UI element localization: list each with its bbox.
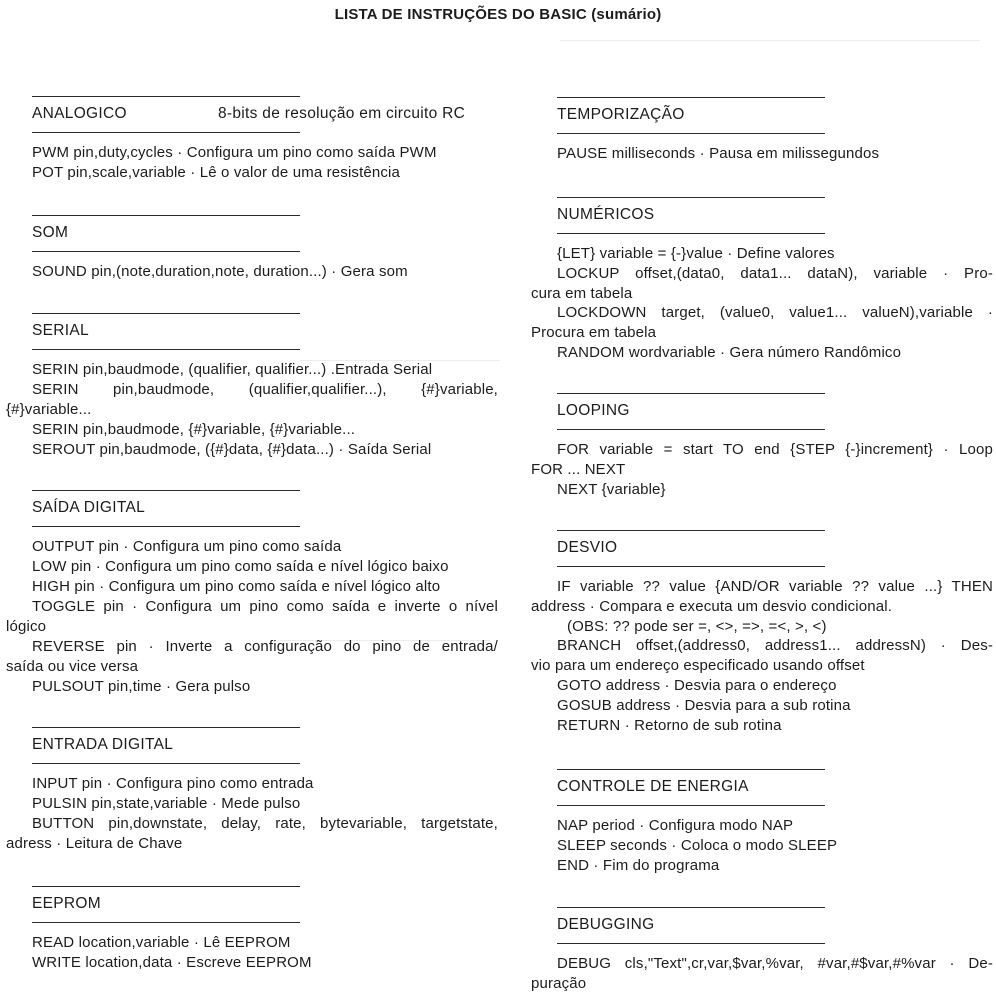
instruction-line: RANDOM wordvariable · Gera número Randômico [557,344,902,361]
section-rule-bottom [32,763,300,764]
instruction-line: WRITE location,data · Escreve EEPROM [32,954,312,971]
instruction-line: POT pin,scale,variable · Lê o valor de uma resistência [32,164,400,181]
instruction-line: NEXT {variable} [557,481,666,498]
section-rule-bottom [32,526,300,527]
section-rule-top [557,907,825,908]
instruction-line: Procura em tabela [531,324,657,341]
section-heading-controle-de-energia [557,778,749,796]
instruction-line: INPUT pin · Configura pino como entrada [32,775,314,792]
instruction-line: TOGGLE pin · Configura um pino como saída e inverte o nível [32,598,498,615]
instruction-line: GOTO address · Desvia para o endereço [557,677,837,694]
instruction-line: FOR ... NEXT [531,461,626,478]
section-heading-label: LOOPING [557,402,630,419]
section-rule-top [32,215,300,216]
instruction-line: GOSUB address · Desvia para a sub rotina [557,697,851,714]
instruction-line: cura em tabela [531,285,633,302]
section-heading-label: SOM [32,224,69,241]
instruction-line: REVERSE pin · Inverte a configuração do pino de entrada/ [32,638,498,655]
section-rule-bottom [557,943,825,944]
section-heading-som [32,224,68,242]
section-heading-label: ANALOGICO [32,105,127,122]
instruction-line: OUTPUT pin · Configura um pino como saída [32,538,342,555]
instruction-line: SEROUT pin,baudmode, ({#}data, {#}data...) · Saída Serial [32,441,432,458]
section-heading-analogico [32,105,466,123]
bleed-through-line [560,40,980,41]
section-heading-serial [32,322,89,340]
instruction-line: READ location,variable · Lê EEPROM [32,934,291,951]
instruction-line: IF variable ?? value {AND/OR variable ?? value ...} THEN [557,578,993,595]
section-heading-label: TEMPORIZAÇÃO [557,106,685,123]
section-rule-top [557,530,825,531]
instruction-line: PWM pin,duty,cycles · Configura um pino como saída PWM [32,144,437,161]
section-rule-top [32,490,300,491]
section-heading-label: EEPROM [32,895,101,912]
instruction-line: BUTTON pin,downstate, delay, rate, bytevariable, targetstate, [32,815,498,832]
section-heading-numericos [557,206,654,224]
instruction-line: NAP period · Configura modo NAP [557,817,794,834]
section-heading-label: CONTROLE DE ENERGIA [557,778,749,795]
instruction-line: address · Compara e executa um desvio condicional. [531,598,893,615]
instruction-line: LOCKUP offset,(data0, data1... dataN), variable · Pro- [557,265,993,282]
instruction-line: adress · Leitura de Chave [6,835,183,852]
instruction-line: saída ou vice versa [6,658,139,675]
section-heading-looping [557,402,630,420]
instruction-line: RETURN · Retorno de sub rotina [557,717,782,734]
section-rule-bottom [32,132,300,133]
section-rule-top [557,393,825,394]
instruction-line: BRANCH offset,(address0, address1... addressN) · Des- [557,637,993,654]
section-rule-bottom [32,251,300,252]
instruction-line: END · Fim do programa [557,857,720,874]
section-rule-top [32,96,300,97]
instruction-line: lógico [6,618,47,635]
section-rule-bottom [557,133,825,134]
section-heading-temporizacao [557,106,685,124]
instruction-line: LOW pin · Configura um pino como saída e nível lógico baixo [32,558,449,575]
section-rule-top [32,313,300,314]
section-rule-top [32,886,300,887]
section-heading-debugging [557,916,654,934]
section-rule-top [557,197,825,198]
section-rule-top [32,727,300,728]
section-heading-label: DEBUGGING [557,916,655,933]
instruction-line: (OBS: ?? pode ser =, <>, =>, =<, >, <) [567,618,827,635]
section-heading-desvio [557,539,617,557]
instruction-line: LOCKDOWN target, (value0, value1... valueN),variable · [557,304,993,321]
section-heading-entrada-digital [32,736,173,754]
page-title: LISTA DE INSTRUÇÕES DO BASIC (sumário) [334,6,662,23]
section-heading-eeprom [32,895,101,913]
instruction-line: SOUND pin,(note,duration,note, duration...) · Gera som [32,263,408,280]
section-rule-bottom [557,429,825,430]
instruction-line: {LET} variable = {-}value · Define valores [557,245,835,262]
section-heading-label: DESVIO [557,539,618,556]
instruction-line: SERIN pin,baudmode, {#}variable, {#}variable... [32,421,356,438]
section-rule-bottom [32,922,300,923]
instruction-line: {#}variable... [6,401,92,418]
section-rule-bottom [557,805,825,806]
section-heading-label: SERIAL [32,322,89,339]
section-rule-bottom [32,349,300,350]
instruction-line: SERIN pin,baudmode, (qualifier,qualifier...), {#}variable, [32,381,498,398]
instruction-line: DEBUG cls,"Text",cr,var,$var,%var, #var,#$var,#%var · De- [557,955,993,972]
instruction-line: PULSIN pin,state,variable · Mede pulso [32,795,301,812]
instruction-line: puração [531,975,587,992]
instruction-line: PULSOUT pin,time · Gera pulso [32,678,251,695]
section-rule-bottom [557,233,825,234]
section-note: 8-bits de resolução em circuito RC [218,105,466,122]
section-rule-bottom [557,566,825,567]
instruction-line: SLEEP seconds · Coloca o modo SLEEP [557,837,838,854]
instruction-line: HIGH pin · Configura um pino como saída e nível lógico alto [32,578,441,595]
section-heading-label: SAÍDA DIGITAL [32,499,146,516]
section-rule-top [557,97,825,98]
section-rule-top [557,769,825,770]
instruction-line: PAUSE milliseconds · Pausa em milissegundos [557,145,880,162]
instruction-line: vio para um endereço especificado usando offset [531,657,865,674]
instruction-line: FOR variable = start TO end {STEP {-}increment} · Loop [557,441,993,458]
section-heading-label: ENTRADA DIGITAL [32,736,174,753]
section-heading-saida-digital [32,499,145,517]
section-heading-label: NUMÉRICOS [557,206,655,223]
instruction-line: SERIN pin,baudmode, (qualifier, qualifier...) .Entrada Serial [32,361,433,378]
